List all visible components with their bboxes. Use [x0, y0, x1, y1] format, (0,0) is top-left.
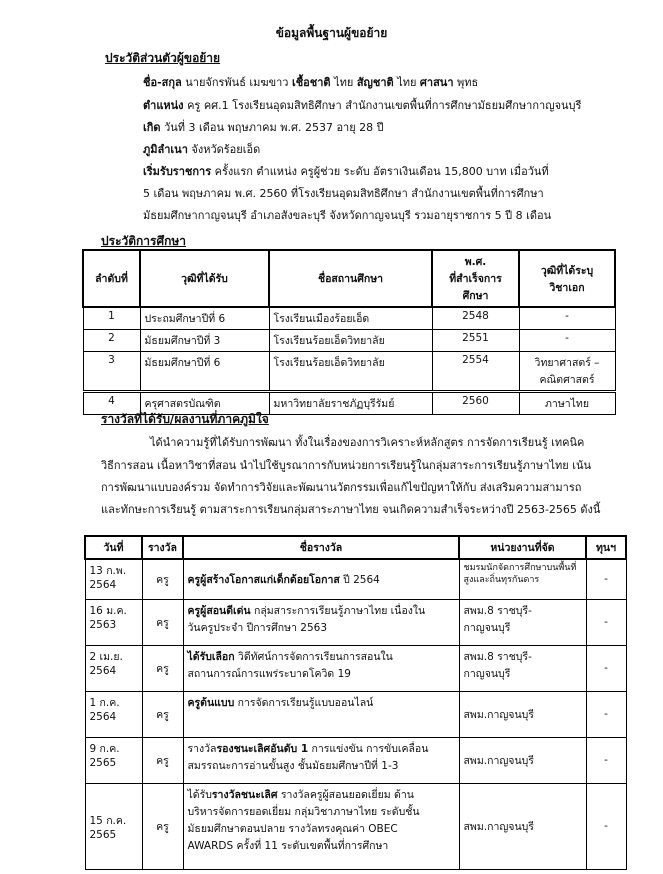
award-fund: -: [586, 737, 626, 783]
education-header-cell: พ.ศ. ที่สำเร็จการศึกษา: [432, 250, 519, 307]
table-row: [85, 737, 626, 783]
table-cell: มัธยมศึกษาปีที่ 3: [140, 330, 269, 352]
awards-table: [84, 535, 627, 870]
table-cell: 2560: [432, 392, 519, 415]
award-type: ครู: [142, 737, 183, 783]
award-org: สพม.8 ราชบุรี- กาญจนบุรี: [459, 599, 586, 645]
religion-value: พุทธ: [457, 76, 479, 89]
award-org: สพม.กาญจนบุรี: [459, 783, 586, 869]
name-value: นายจักรพันธ์ เมฆขาว: [185, 76, 289, 89]
service-line-2: 5 เดือน พฤษภาคม พ.ศ. 2560 ที่โรงเรียนอุดมสิทธิศึกษา สำนักงานเขตพื้นที่การศึกษา: [143, 187, 544, 200]
education-table: [82, 249, 616, 415]
birth-value: วันที่ 3 เดือน พฤษภาคม พ.ศ. 2537 อายุ 28 ปี: [164, 121, 384, 134]
table-cell: 2: [83, 330, 140, 352]
award-fund: -: [586, 645, 626, 691]
table-cell: โรงเรียนเมืองร้อยเอ็ด: [269, 307, 432, 330]
award-fund: -: [586, 559, 626, 599]
race-label: เชื้อชาติ: [291, 76, 331, 89]
service-value-1: ครั้งแรก ตำแหน่ง ครูผู้ช่วย ระดับ อัตราเงินเดือน 15,800 บาท เมื่อวันที่: [214, 165, 549, 178]
award-date: 9 ก.ค. 2565: [85, 737, 142, 783]
religion-label: ศาสนา: [419, 76, 454, 89]
award-org: สพม.กาญจนบุรี: [459, 737, 586, 783]
education-header-cell: ชื่อสถานศึกษา: [269, 250, 432, 307]
hometown-line: [143, 140, 260, 158]
award-org: ชมรมนักจัดการศึกษาบนพื้นที่สูงและถิ่นทุรกันดาร: [459, 559, 586, 599]
table-cell: วิทยาศาสตร์ – คณิตศาสตร์: [519, 352, 615, 392]
table-cell: 2548: [432, 307, 519, 330]
award-name-bold: ครูผู้สร้างโอกาสแก่เด็กด้อยโอกาส: [187, 573, 340, 586]
nationality-label: สัญชาติ: [356, 76, 394, 89]
education-heading: ประวัติการศึกษา: [101, 234, 187, 248]
education-header-cell: ลำดับที่: [83, 250, 140, 307]
award-date: 2 เม.ย. 2564: [85, 645, 142, 691]
awards-header-cell: ทุนฯ: [586, 536, 626, 559]
awards-header-cell: หน่วยงานที่จัด: [459, 536, 586, 559]
table-cell: มัธยมศึกษาปีที่ 6: [140, 352, 269, 392]
position-line: [143, 96, 581, 114]
race-value: ไทย: [334, 76, 354, 89]
table-row: [85, 691, 626, 737]
position-value: ครู คศ.1 โรงเรียนอุดมสิทธิศึกษา สำนักงานเขตพื้นที่การศึกษามัธยมศึกษากาญจนบุรี: [187, 99, 582, 112]
awards-intro-line: และทักษะการเรียนรู้ ตามสาระการเรียนกลุ่มสาระภาษาไทย จนเกิดความสำเร็จระหว่างปี 2563-2565 ดังนี้: [101, 503, 601, 516]
education-header-cell: วุฒิที่ได้ระบุ วิชาเอก: [519, 250, 615, 307]
award-name-rest: ปี 2564: [339, 573, 380, 586]
awards-intro-line: ได้นำความรู้ที่ได้รับการพัฒนา ทั้งในเรื่องของการวิเคราะห์หลักสูตร การจัดการเรียนรู้ เทคนิค: [150, 436, 585, 449]
personal-heading: ประวัติส่วนตัวผู้ขอย้าย: [105, 51, 221, 65]
table-cell: 2551: [432, 330, 519, 352]
table-cell: 3: [83, 352, 140, 392]
table-row: [85, 645, 626, 691]
birth-line: [143, 118, 384, 136]
award-name-rest: วิดีทัศน์การจัดการเรียนการสอนใน สถานการณ์การแพร่ระบาดโควิด 19: [187, 650, 393, 680]
award-name: [183, 737, 459, 783]
award-name: [183, 783, 459, 869]
table-cell: ภาษาไทย: [519, 392, 615, 415]
award-fund: -: [586, 783, 626, 869]
table-cell: -: [519, 307, 615, 330]
table-row: [83, 330, 615, 352]
education-header-cell: วุฒิที่ได้รับ: [140, 250, 269, 307]
awards-intro-line: วิธีการสอน เนื้อหาวิชาที่สอน นำไปใช้บูรณาการกับหน่วยการเรียนรู้ในกลุ่มสาระการเรียนรู้ภาษาไทย เน้น: [101, 459, 591, 472]
table-cell: 1: [83, 307, 140, 330]
table-cell: ครุศาสตรบัณฑิต: [140, 392, 269, 415]
award-date: 13 ก.พ. 2564: [85, 559, 142, 599]
award-type: ครู: [142, 645, 183, 691]
award-org: สพม.8 ราชบุรี- กาญจนบุรี: [459, 645, 586, 691]
awards-header-row: [85, 536, 626, 559]
hometown-value: จังหวัดร้อยเอ็ด: [191, 143, 261, 156]
award-name-pre: รางวัล: [187, 742, 217, 755]
award-name: [183, 559, 459, 599]
award-name-bold: ได้รับเลือก: [187, 650, 235, 663]
table-row: [83, 352, 615, 392]
awards-header-cell: วันที่: [85, 536, 142, 559]
nationality-value: ไทย: [397, 76, 417, 89]
table-cell: 2554: [432, 352, 519, 392]
table-row: [85, 783, 626, 869]
award-type: ครู: [142, 599, 183, 645]
award-fund: -: [586, 691, 626, 737]
award-name-rest: กลุ่มสาระการเรียนรู้ภาษาไทย เนื่องใน วันครูประจำ ปีการศึกษา 2563: [187, 604, 426, 634]
table-row: [85, 559, 626, 599]
name-label: ชื่อ-สกุล: [143, 76, 182, 89]
award-name: [183, 599, 459, 645]
table-row: [83, 307, 615, 330]
awards-header-cell: รางวัล: [142, 536, 183, 559]
table-cell: 4: [83, 392, 140, 415]
hometown-label: ภูมิลำเนา: [143, 143, 188, 156]
award-fund: -: [586, 599, 626, 645]
service-label: เริ่มรับราชการ: [143, 165, 212, 178]
table-row: [85, 599, 626, 645]
award-name: [183, 645, 459, 691]
award-type: ครู: [142, 783, 183, 869]
table-cell: -: [519, 330, 615, 352]
birth-label: เกิด: [143, 121, 161, 134]
awards-heading: รางวัลที่ได้รับ/ผลงานที่ภาคภูมิใจ: [101, 412, 269, 426]
award-date: 15 ก.ค. 2565: [85, 783, 142, 869]
award-name-rest: การแข่งขัน การขับเคลื่อน สมรรถนะการอ่านขั้นสูง ชั้นมัธยมศึกษาปีที่ 1-3: [187, 742, 429, 772]
table-cell: มหาวิทยาลัยราชภัฏบุรีรัมย์: [269, 392, 432, 415]
award-org: สพม.กาญจนบุรี: [459, 691, 586, 737]
award-date: 16 ม.ค. 2563: [85, 599, 142, 645]
award-name-bold: ครูผู้สอนดีเด่น: [187, 604, 251, 617]
award-type: ครู: [142, 691, 183, 737]
awards-intro-line: การพัฒนาแบบองค์รวม จัดทำการวิจัยและพัฒนานวัตกรรมเพื่อแก้ไขปัญหาให้กับ ส่งเสริมความสามารถ: [101, 481, 582, 494]
award-name-bold: ครูต้นแบบ: [187, 696, 235, 709]
page-title: ข้อมูลพื้นฐานผู้ขอย้าย: [275, 26, 388, 40]
awards-header-cell: ชื่อรางวัล: [183, 536, 459, 559]
award-date: 1 ก.ค. 2564: [85, 691, 142, 737]
education-header-row: [83, 250, 615, 307]
position-label: ตำแหน่ง: [143, 99, 184, 112]
service-line-3: มัธยมศึกษากาญจนบุรี อำเภอสังขละบุรี จังหวัดกาญจนบุรี รวมอายุราชการ 5 ปี 8 เดือน: [143, 209, 552, 222]
award-name-rest: รางวัลครูผู้สอนยอดเยี่ยม ด้าน บริหารจัดการยอดเยี่ยม กลุ่มวิชาภาษาไทย ระดับชั้น มัธยมศึกษาตอนปลาย รางวัลทรงคุณค่า OBEC AWARDS ครั้งที่ 11 ระดับเขตพื้นที่การศึกษา: [187, 788, 420, 852]
table-cell: ประถมศึกษาปีที่ 6: [140, 307, 269, 330]
name-line: [143, 73, 478, 91]
table-cell: โรงเรียนร้อยเอ็ดวิทยาลัย: [269, 330, 432, 352]
table-cell: โรงเรียนร้อยเอ็ดวิทยาลัย: [269, 352, 432, 392]
service-line-1: [143, 162, 549, 180]
award-type: ครู: [142, 559, 183, 599]
award-name-rest: การจัดการเรียนรู้แบบออนไลน์: [234, 696, 374, 709]
award-name-pre: ได้รับ: [187, 788, 212, 801]
award-name: [183, 691, 459, 737]
award-name-bold: รองชนะเลิศอันดับ 1: [216, 742, 309, 755]
award-name-bold: รางวัลชนะเลิศ: [211, 788, 278, 801]
